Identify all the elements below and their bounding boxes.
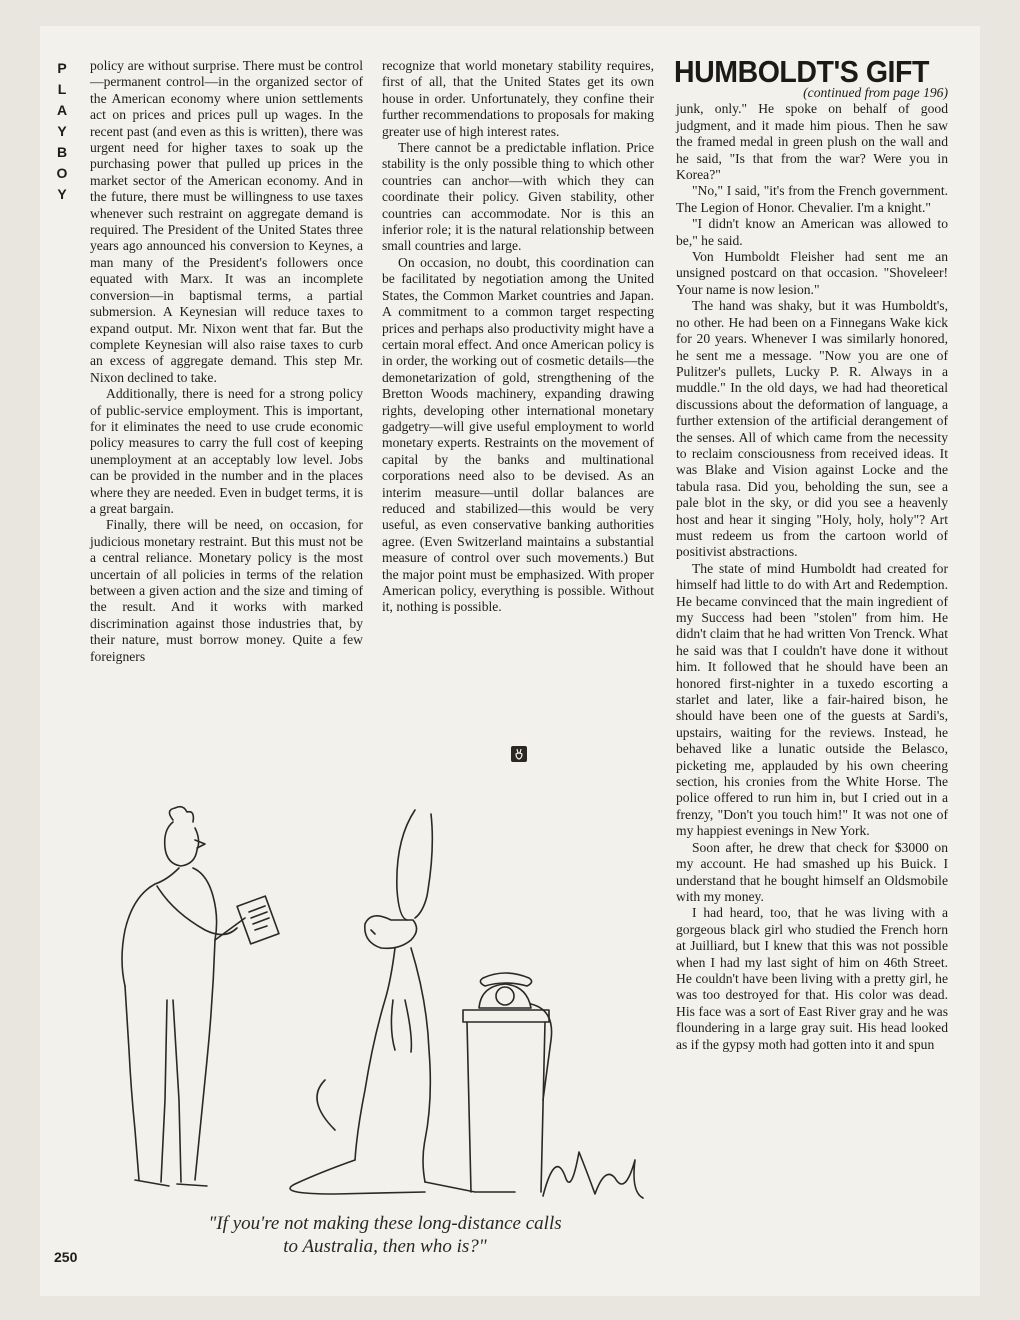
col3-paragraph-6: The state of mind Humboldt had created for himself had little to do with Art and Redemption. He became convinced that the main ingredient of my Success had been "stolen" from him. He didn't claim that he had written Von Trenck. What he said was that I couldn't have done it without him. It followed that he should have been an honored first-nighter in a tuxedo escorting a starlet and later, like a fair-haired bison, he should have been one of the guests at Sardi's, upstairs, waiting for the reviews. Instead, he behaved like a lunatic outside the Belasco, picketing me, applauded by his own cheering section, his cronies from the White Horse. The police offered to run him in, but I cried out in a frenzy, "Don't you touch him!" It was not one of my happiest evenings in New York. [676,560,948,839]
col1-paragraph-1: policy are without surprise. There must be control—permanent control—in the organized sector of the American economy where union settlements act on prices and prices pull up wages. In the recent past (and even as this is written), there was urgent need for higher taxes to soak up the purchasing power that pulled up prices in the market sector of the American economy. And in the future, there must be willingness to use taxes whenever such restraint on aggregate demand is required. The President of the United States three years ago announced his conversion to Keynes, a man many of the President's followers once equated with Marx. It was an incomplete conversion—in baptismal terms, a partial submersion. A Keynesian will reduce taxes to expand output. Mr. Nixon went that far. But the complete Keynesian will also raise taxes to curb an excess of aggregate demand. This step Mr. Nixon declined to take. [90,58,363,385]
article-column-1 [90,58,363,665]
col3-paragraph-8: I had heard, too, that he was living with a gorgeous black girl who studied the French horn at Juilliard, but I knew that this was not possible when I had my last sight of him on 46th Street. He couldn't have been living with a pretty girl, he was too destroyed for that. His color was dead. His face was a sort of East River gray and he was floundering in a large gray suit. His head looked as if the gypsy moth had gotten into it and spun [676,905,948,1052]
page-number: 250 [54,1249,78,1265]
col3-paragraph-5: The hand was shaky, but it was Humboldt's, no other. He had been on a Finnegans Wake kick for 20 years. Whenever I was similarly honored, he sent me a message. "Now you are one of Pulitzer's pullets, Lucky P. R. Always in a muddle." In the old days, we had had theoretical discussions about the deformation of language, a further extension of the artificial derangement of the senses. All of which came from the necessity to reclaim consciousness from received ideas. It was Blake and Vision against Locke and the tabula rasa. Did you, beholding the sun, see a pale blot in the sky, or did you see a heavenly host and hear it singing "Holy, holy, holy"? Art must redeem us from the cartoon world of positivist abstractions. [676,298,948,560]
cartoon-illustration [95,800,655,1220]
col3-paragraph-1: junk, only." He spoke on behalf of good judgment, and it made him pious. Then he saw the framed medal in green plush on the wall and he said, "Is that from the war? Were you in Korea?" [676,101,948,183]
col2-paragraph-1: recognize that world monetary stability requires, first of all, that the United States get its own house in order. Unfortunately, they confine their further recommendations to proposals for making greater use of high interest rates. [382,58,654,139]
end-of-article-bunny-icon [511,746,527,762]
col2-paragraph-2: There cannot be a predictable inflation. Price stability is the only possible thing to which other countries can anchor—with which they can coordinate their policy. Given stability, other countries can accommodate. Nor is this an inferior role; it is the natural relationship between small countries and large. [382,140,654,254]
col3-paragraph-4: Von Humboldt Fleisher had sent me an unsigned postcard on that occasion. "Shoveleer! Your name is now lesion." [676,249,948,297]
masthead-playboy [54,58,70,205]
col3-paragraph-2: "No," I said, "it's from the French government. The Legion of Honor. Chevalier. I'm a knight." [676,183,948,215]
col1-paragraph-3: Finally, there will be need, on occasion, for judicious monetary restraint. But this must not be a central reliance. Monetary policy is the most uncertain of all policies in terms of the relation between a given action and the size and timing of the result. And it works with marked discrimination against those industries that, by their nature, must borrow money. Quite a few foreigners [90,517,363,664]
cartoon-telephone-table [463,973,552,1192]
caption-line-1: "If you're not making these long-distance calls [208,1213,562,1234]
continued-from-line: (continued from page 196) [803,85,948,100]
col2-paragraph-3: On occasion, no doubt, this coordination can be facilitated by negotiation among the United States, the Common Market countries and Japan. A commitment to a common target respecting prices and perhaps also productivity might have a certain moral effect. And once American policy is in order, the working out of cosmetic details—the demonetarization of gold, strengthening of the Bretton Woods machinery, expanding drawing rights, developing other international monetary gadgetry—will give useful employment to world monetary experts. Restraints on the movement of capital by the banks and multinational corporations need also to be devised. As an interim measure—until dollar balances are reduced and stabilized—this would be very useful, as even conservative banking authorities agree. (Even Switzerland maintains a substantial measure of control over such movements.) But the major point must be emphasized. With proper American policy, everything is possible. Without it, nothing is possible. [382,254,654,615]
caption-line-2: to Australia, then who is?" [283,1236,487,1257]
story-headline: HUMBOLDT'S GIFT [674,54,929,89]
cartoon-man-figure [122,807,279,1186]
masthead-text: P L A Y B O Y [56,60,68,202]
col3-paragraph-7: Soon after, he drew that check for $3000 on my account. He had smashed up his Buick. I understand that he bought himself an Oldsmobile with my money. [676,839,948,904]
cartoon-signature [543,1152,643,1198]
article-column-2 [382,58,654,616]
cartoon-caption [130,1212,640,1258]
col1-paragraph-2: Additionally, there is need for a strong policy of public-service employment. This is important, for it eliminates the need to use crude economic policy measures to carry the full cost of keeping unemployment at an acceptably low level. Jobs can be provided in the number and in the places where they are needed. Even in budget terms, it is a great bargain. [90,386,363,516]
article-column-3 [674,54,948,1053]
cartoon-kangaroo-figure [290,810,515,1194]
col3-paragraph-3: "I didn't know an American was allowed to be," he said. [676,216,948,248]
